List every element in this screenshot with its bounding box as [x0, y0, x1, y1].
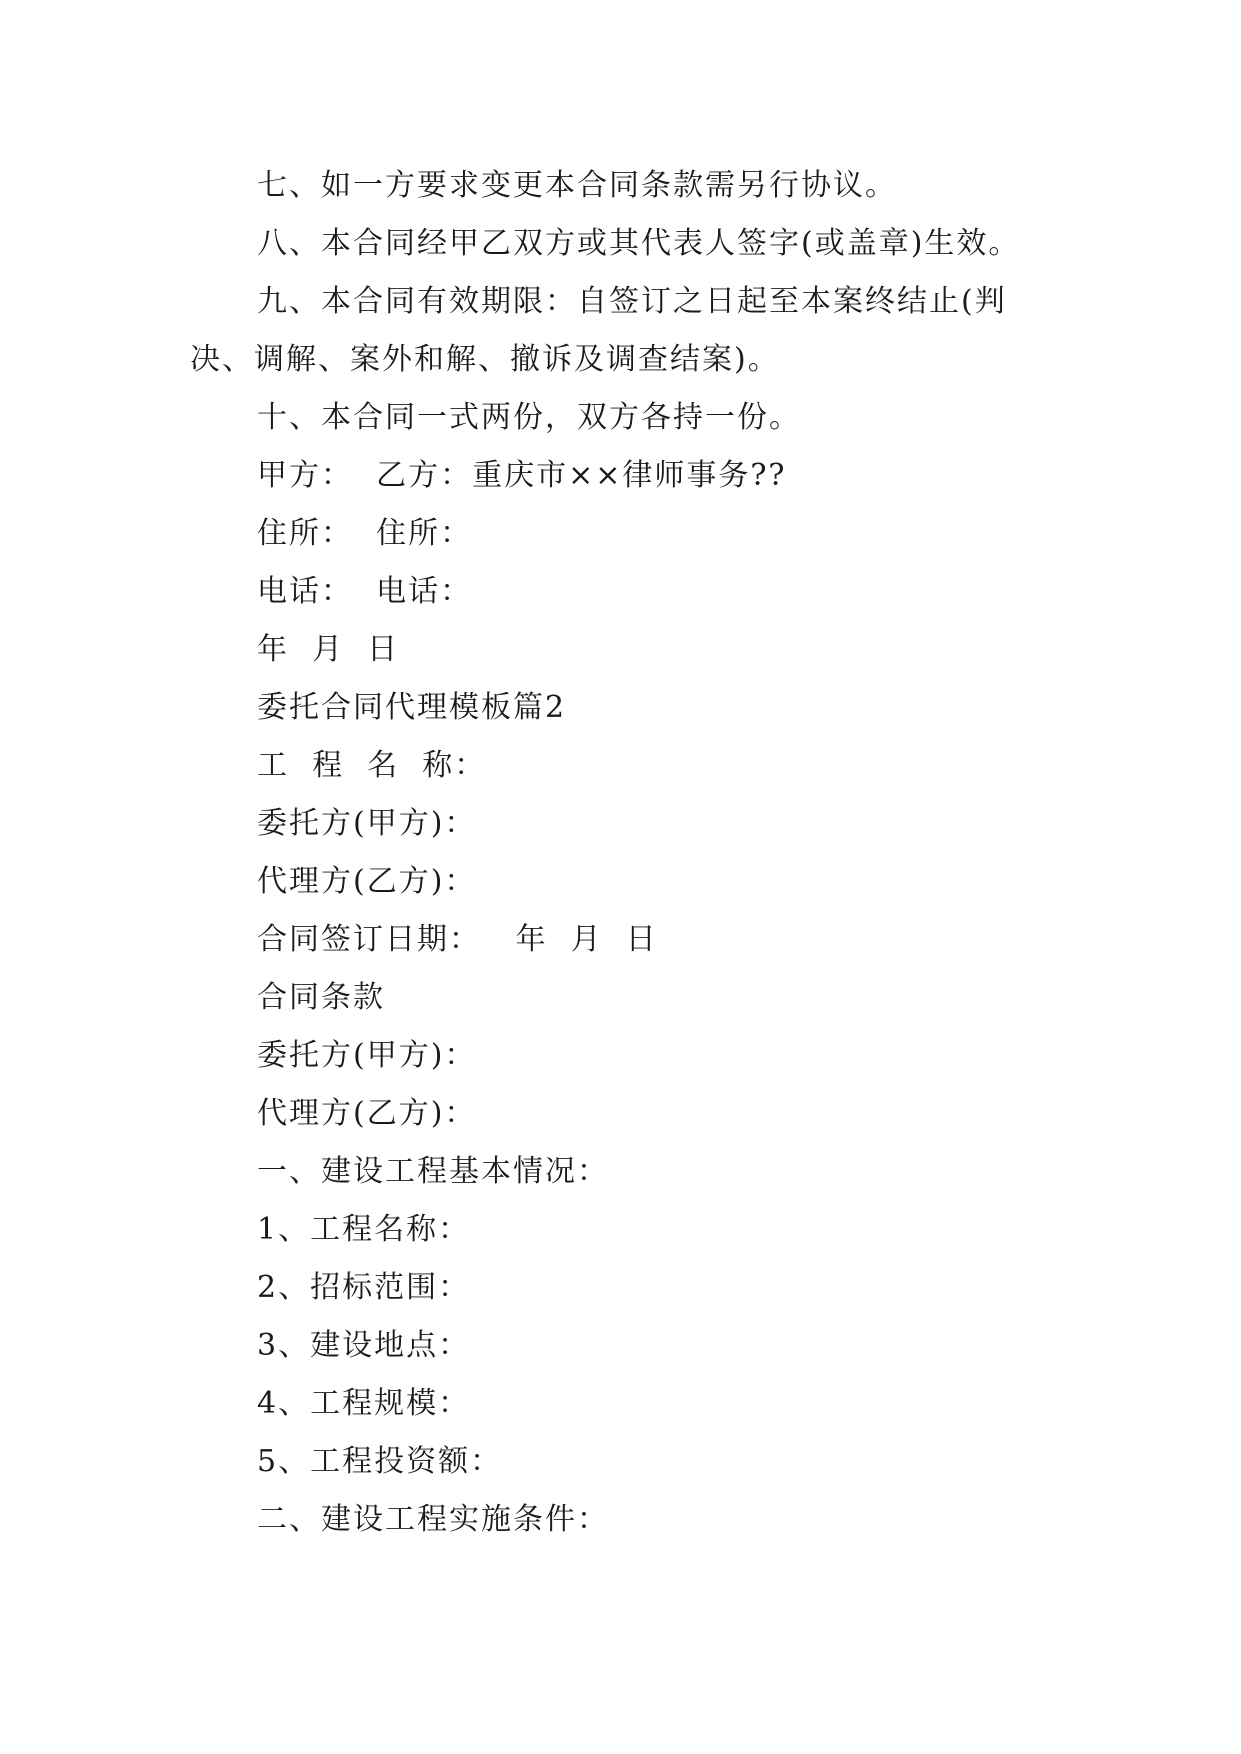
contract-date-label: 合同签订日期： 年 月 日 [257, 922, 658, 957]
signing-date: 年 月 日 [257, 632, 400, 667]
item-bid-scope: 2、招标范围： [257, 1270, 471, 1305]
item-location: 3、建设地点： [257, 1328, 471, 1363]
clause-10: 十、本合同一式两份，双方各持一份。 [257, 400, 801, 435]
clause-9-line-2: 决、调解、案外和解、撤诉及调查结案)。 [190, 342, 780, 377]
contract-terms-heading: 合同条款 [257, 980, 385, 1015]
item-investment: 5、工程投资额： [257, 1444, 503, 1479]
section-2-heading: 二、建设工程实施条件： [257, 1502, 609, 1537]
party-names: 甲方： 乙方：重庆市××律师事务?? [257, 458, 787, 493]
clause-7: 七、如一方要求变更本合同条款需另行协议。 [257, 168, 897, 203]
item-scale: 4、工程规模： [257, 1386, 471, 1421]
item-project-name: 1、工程名称： [257, 1212, 471, 1247]
project-name-label: 工 程 名 称： [257, 748, 487, 783]
clause-8: 八、本合同经甲乙双方或其代表人签字(或盖章)生效。 [257, 226, 1021, 261]
clause-9-line-1: 九、本合同有效期限：自签订之日起至本案终结止(判 [257, 284, 1007, 319]
party-phones: 电话： 电话： [257, 574, 473, 609]
client-party-label: 委托方(甲方)： [257, 806, 477, 841]
agent-party-label: 代理方(乙方)： [257, 864, 477, 899]
client-party-label-2: 委托方(甲方)： [257, 1038, 477, 1073]
section-1-heading: 一、建设工程基本情况： [257, 1154, 609, 1189]
party-addresses: 住所： 住所： [257, 516, 473, 551]
agent-party-label-2: 代理方(乙方)： [257, 1096, 477, 1131]
template-heading: 委托合同代理模板篇2 [257, 690, 567, 725]
